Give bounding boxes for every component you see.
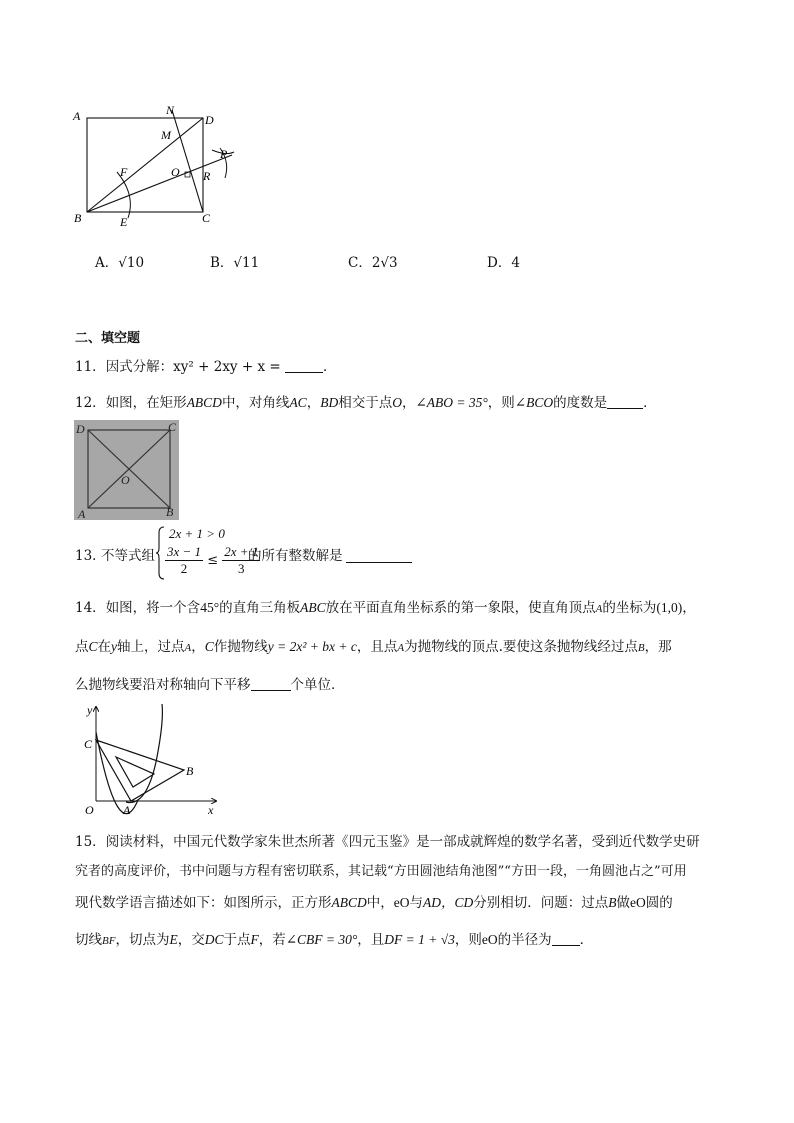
question-end: ． <box>322 359 337 375</box>
q14-y: y <box>111 639 118 654</box>
q14-text: 如图，将一个含 <box>105 600 201 616</box>
q10-option-d[interactable] <box>487 253 520 273</box>
q14-fig-label-x: x <box>208 803 214 817</box>
fig10-label-d: D <box>205 113 214 127</box>
q14-parabola: y = 2x² + bx + c <box>267 639 357 654</box>
q15-text: 做 <box>616 895 630 911</box>
q12-bd: BD <box>320 395 339 410</box>
fig10-label-c: C <box>202 211 211 225</box>
fig10-label-a: A <box>73 109 81 123</box>
q12-text: ，则 <box>487 395 515 411</box>
question-15-line-3 <box>75 893 673 913</box>
q14-fig-label-a: A <box>123 803 131 817</box>
fig10-label-o: O <box>171 165 180 179</box>
question-14-line-2 <box>75 637 672 658</box>
q12-angle: ∠ABO = 35° <box>415 395 488 410</box>
q15-angle: ∠CBF = 30° <box>285 932 358 947</box>
question-14-line-1 <box>75 598 696 619</box>
q14-text: 个单位． <box>290 677 345 693</box>
frac2-num: 2x + 1 <box>224 544 259 559</box>
fig10-label-n: N <box>166 103 175 117</box>
q12-o: O <box>392 395 402 410</box>
question-number: 12． <box>75 395 106 411</box>
q14-text: 为抛物线的顶点.要使这条抛物线经过点 <box>404 639 638 655</box>
q15-text: 于点 <box>223 932 251 948</box>
q15-text: ，若 <box>258 932 286 948</box>
question-number: 14． <box>75 600 106 616</box>
q15-text: 现代数学语言描述如下：如图所示，正方形 <box>75 895 332 911</box>
q15-text: 与 <box>409 895 423 911</box>
q14-text: 放在平面直角坐标系的第一象限，使直角顶点 <box>325 600 596 616</box>
q14-b: B <box>637 642 645 654</box>
q12-ac: AC <box>289 395 307 410</box>
question-end: ． <box>643 395 657 411</box>
q12-text: 中，对角线 <box>221 395 290 411</box>
q15-text: 中， <box>366 895 394 911</box>
q12-text: 的度数是 <box>553 395 608 411</box>
q12-text: ， <box>306 395 321 411</box>
q15-text: 切线 <box>75 932 102 948</box>
frac1-num: 3x − 1 <box>167 544 202 559</box>
q10-option-c[interactable] <box>348 253 398 273</box>
q15-circle2: eO <box>630 895 646 910</box>
q14-fig-label-b: B <box>186 764 194 778</box>
q13-ineq2 <box>165 544 260 577</box>
fig10-label-b: B <box>74 211 82 225</box>
q10-geometry-figure <box>70 100 250 230</box>
q15-text: 阅读材料，中国元代数学家朱世杰所著《四元玉鉴》是一部成就辉煌的数学名著，受到近代数学史研 <box>105 834 700 850</box>
fig10-label-e: E <box>120 215 128 229</box>
option-value: 2√3 <box>371 255 398 271</box>
question-15-line-4 <box>75 930 593 951</box>
q15-df: DF = 1 + √3 <box>384 932 455 947</box>
question-end: ． <box>579 932 594 948</box>
q14-text: 的直角三角板 <box>219 600 301 616</box>
leq-sign: ≤ <box>207 553 219 568</box>
q15-text: ，且 <box>357 932 385 948</box>
option-letter: B． <box>210 255 234 271</box>
q15-square: ABCD <box>331 895 367 910</box>
q12-rectangle-drawing <box>74 420 179 520</box>
q14-text: ，且点 <box>356 639 398 655</box>
fig10-label-m: M <box>161 128 171 142</box>
q12-text: 如图，在矩形 <box>105 395 187 411</box>
option-letter: A． <box>95 255 119 271</box>
q12-label-d: D <box>76 422 85 436</box>
q12-label-b: B <box>166 505 174 519</box>
q15-dc: DC <box>204 932 224 947</box>
option-letter: C． <box>348 255 372 271</box>
q12-text: 相交于点 <box>338 395 393 411</box>
question-number: 11． <box>75 359 106 375</box>
q14-fig-label-c: C <box>84 737 93 751</box>
q14-c: C <box>88 639 98 654</box>
q15-adcd: AD，CD <box>423 895 474 910</box>
q13-pre: 不等式组 <box>101 548 155 564</box>
q10-option-a[interactable] <box>95 253 144 273</box>
answer-blank[interactable] <box>251 676 291 691</box>
q14-text: 轴上，过点 <box>117 639 185 655</box>
answer-blank[interactable] <box>552 931 580 946</box>
fig10-label-f: F <box>120 165 128 179</box>
q15-circle3: eO <box>481 932 498 947</box>
q12-label-o: O <box>121 473 130 487</box>
q12-text: ， <box>401 395 416 411</box>
q14-fig-label-o: O <box>85 803 94 817</box>
q15-text: ，交 <box>177 932 205 948</box>
question-14-line-3 <box>75 675 345 695</box>
question-15-line-1 <box>75 832 700 852</box>
question-number: 13． <box>75 548 106 564</box>
q14-fig-label-y: y <box>87 703 93 717</box>
q15-text: 圆的 <box>645 895 673 911</box>
q14-a3: A <box>397 642 405 654</box>
q15-bf: BF <box>102 935 116 947</box>
question-15-line-2 <box>75 862 687 882</box>
q15-circle: eO <box>393 895 410 910</box>
answer-blank[interactable] <box>285 358 323 373</box>
q12-label-c: C <box>168 420 177 434</box>
q12-rect: ABCD <box>186 395 222 410</box>
q14-text: ， <box>682 600 696 616</box>
q12-label-a: A <box>78 507 86 520</box>
left-brace-icon <box>155 526 165 580</box>
q13-ineq1: 2x + 1 > 0 <box>169 526 225 541</box>
q14-coordinate-figure <box>76 702 226 817</box>
q14-text: 在 <box>97 639 112 655</box>
option-value: 4 <box>511 255 520 271</box>
q15-b: B <box>608 895 617 910</box>
q15-text: ，则 <box>454 932 482 948</box>
q15-text: 分别相切．问题：过点 <box>473 895 609 911</box>
q15-text: 究者的高度评价，书中问题与方程有密切联系，其记载“方田圆池结角池图”“方田一段，一角圆池占之”可用 <box>75 864 687 879</box>
q10-option-b[interactable] <box>210 253 259 273</box>
q12-photo-figure <box>74 420 179 520</box>
q12-angle2: ∠BCO <box>514 395 554 410</box>
frac1-den: 2 <box>180 561 188 576</box>
q14-a2: A <box>184 642 192 654</box>
q14-coord: (1,0) <box>656 600 683 615</box>
answer-blank[interactable] <box>346 548 412 563</box>
question-text: 因式分解：xy² + 2xy + x = <box>105 359 281 375</box>
q14-deg: 45° <box>200 600 220 615</box>
q14-text: ，那 <box>644 639 672 655</box>
q15-e: E <box>169 932 178 947</box>
q14-a: A <box>595 603 603 615</box>
option-value: √10 <box>118 255 145 271</box>
question-12 <box>75 393 657 413</box>
frac2-den: 3 <box>238 561 245 576</box>
section-heading: 二、填空题 <box>75 331 141 346</box>
question-11 <box>75 357 336 377</box>
q15-text: 的半径为 <box>497 932 552 948</box>
q14-text: 作抛物线 <box>213 639 268 655</box>
option-letter: D． <box>487 255 512 271</box>
q14-text: 点 <box>75 639 89 655</box>
q13-post: 的所有整数解是 <box>248 548 343 564</box>
q15-f: F <box>250 932 259 947</box>
q14-abc: ABC <box>300 600 326 615</box>
answer-blank[interactable] <box>607 394 643 409</box>
q14-text: 么抛物线要沿对称轴向下平移 <box>75 677 251 693</box>
q14-text: 的坐标为 <box>602 600 657 616</box>
q14-c2: C <box>204 639 214 654</box>
option-value: √11 <box>233 255 260 271</box>
q15-text: ，切点为 <box>115 932 170 948</box>
q14-text: ， <box>191 639 205 655</box>
question-number: 15． <box>75 834 106 850</box>
fig10-label-r: R <box>203 169 211 183</box>
question-13 <box>75 522 525 582</box>
fig10-label-p: P <box>220 147 228 161</box>
